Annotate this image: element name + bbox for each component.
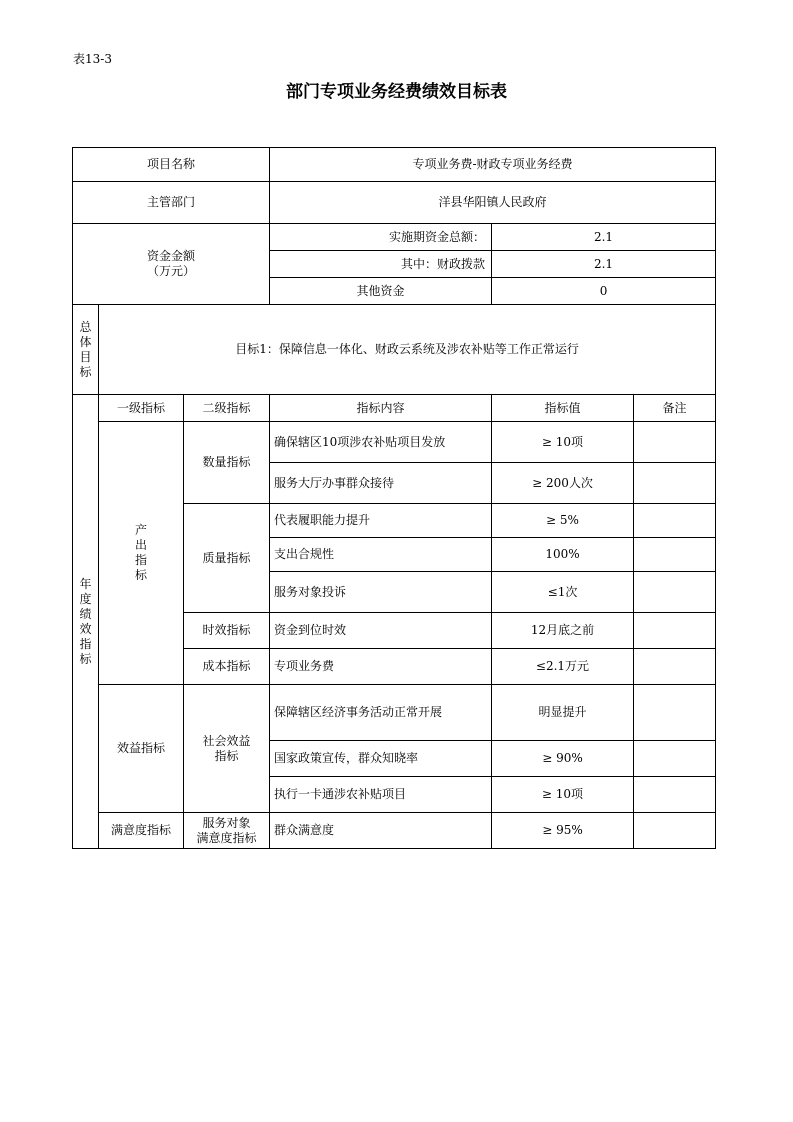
indicator-content: 资金到位时效 [270, 613, 492, 649]
funds-label-line1: 资金金额 [146, 249, 195, 263]
timeliness-indicator-label: 时效指标 [184, 613, 270, 649]
indicator-remark [634, 685, 716, 741]
indicator-remark [634, 572, 716, 613]
table-row [73, 422, 716, 463]
funds-fiscal-value: 2.1 [492, 251, 716, 278]
indicator-content: 群众满意度 [270, 813, 492, 849]
indicator-remark [634, 777, 716, 813]
project-row [73, 148, 716, 182]
department-row [73, 182, 716, 224]
indicator-value: ≥ 95% [492, 813, 634, 849]
table-number: 表13-3 [73, 52, 112, 66]
indicator-value: ≤2.1万元 [492, 649, 634, 685]
indicator-content: 执行一卡通涉农补贴项目 [270, 777, 492, 813]
indicator-remark [634, 613, 716, 649]
service-satisfaction-label: 服务对象 满意度指标 [184, 813, 270, 849]
indicator-value: ≥ 200人次 [492, 463, 634, 504]
header-level1: 一级指标 [99, 395, 184, 422]
indicator-remark [634, 649, 716, 685]
header-content: 指标内容 [270, 395, 492, 422]
indicator-remark [634, 741, 716, 777]
indicator-value: 100% [492, 538, 634, 572]
funds-fiscal-label: 其中：财政拨款 [270, 251, 492, 278]
funds-total-label: 实施期资金总额： [270, 224, 492, 251]
indicator-value: 12月底之前 [492, 613, 634, 649]
indicator-value: 明显提升 [492, 685, 634, 741]
output-indicator-label: 产 出 指 标 [99, 422, 184, 685]
indicator-content: 保障辖区经济事务活动正常开展 [270, 685, 492, 741]
indicator-remark [634, 422, 716, 463]
project-value: 专项业务费-财政专项业务经费 [270, 148, 716, 182]
indicator-value: ≤1次 [492, 572, 634, 613]
indicator-remark [634, 538, 716, 572]
indicator-value: ≥ 10项 [492, 777, 634, 813]
quantity-indicator-label: 数量指标 [184, 422, 270, 504]
indicator-content: 国家政策宣传，群众知晓率 [270, 741, 492, 777]
funds-label [73, 224, 270, 305]
indicator-content: 支出合规性 [270, 538, 492, 572]
indicator-remark [634, 813, 716, 849]
funds-other-value: 0 [492, 278, 716, 305]
indicator-value: ≥ 5% [492, 504, 634, 538]
department-label: 主管部门 [73, 182, 270, 224]
quality-indicator-label: 质量指标 [184, 504, 270, 613]
indicator-content: 确保辖区10项涉农补贴项目发放 [270, 422, 492, 463]
indicator-content: 服务对象投诉 [270, 572, 492, 613]
table-row [73, 813, 716, 849]
indicator-value: ≥ 10项 [492, 422, 634, 463]
cost-indicator-label: 成本指标 [184, 649, 270, 685]
satisfaction-indicator-label: 满意度指标 [99, 813, 184, 849]
annual-indicator-label: 年 度 绩 效 指 标 [73, 395, 99, 849]
indicator-remark [634, 504, 716, 538]
header-level2: 二级指标 [184, 395, 270, 422]
performance-table [72, 147, 716, 849]
indicator-content: 代表履职能力提升 [270, 504, 492, 538]
table-row [73, 685, 716, 741]
indicator-remark [634, 463, 716, 504]
funds-row [73, 224, 716, 251]
header-value: 指标值 [492, 395, 634, 422]
funds-label-line2: （万元） [146, 264, 195, 278]
funds-total-value: 2.1 [492, 224, 716, 251]
page-title: 部门专项业务经费绩效目标表 [286, 82, 507, 102]
department-value: 洋县华阳镇人民政府 [270, 182, 716, 224]
indicator-value: ≥ 90% [492, 741, 634, 777]
overall-goal-row [73, 305, 716, 395]
funds-other-label: 其他资金 [270, 278, 492, 305]
indicator-content: 服务大厅办事群众接待 [270, 463, 492, 504]
header-remark: 备注 [634, 395, 716, 422]
social-benefit-label: 社会效益 指标 [184, 685, 270, 813]
benefit-indicator-label: 效益指标 [99, 685, 184, 813]
indicator-content: 专项业务费 [270, 649, 492, 685]
overall-goal-label: 总 体 目 标 [73, 305, 99, 395]
annual-header-row [73, 395, 716, 422]
project-label: 项目名称 [73, 148, 270, 182]
overall-goal-text: 目标1：保障信息一体化、财政云系统及涉农补贴等工作正常运行 [99, 305, 716, 395]
